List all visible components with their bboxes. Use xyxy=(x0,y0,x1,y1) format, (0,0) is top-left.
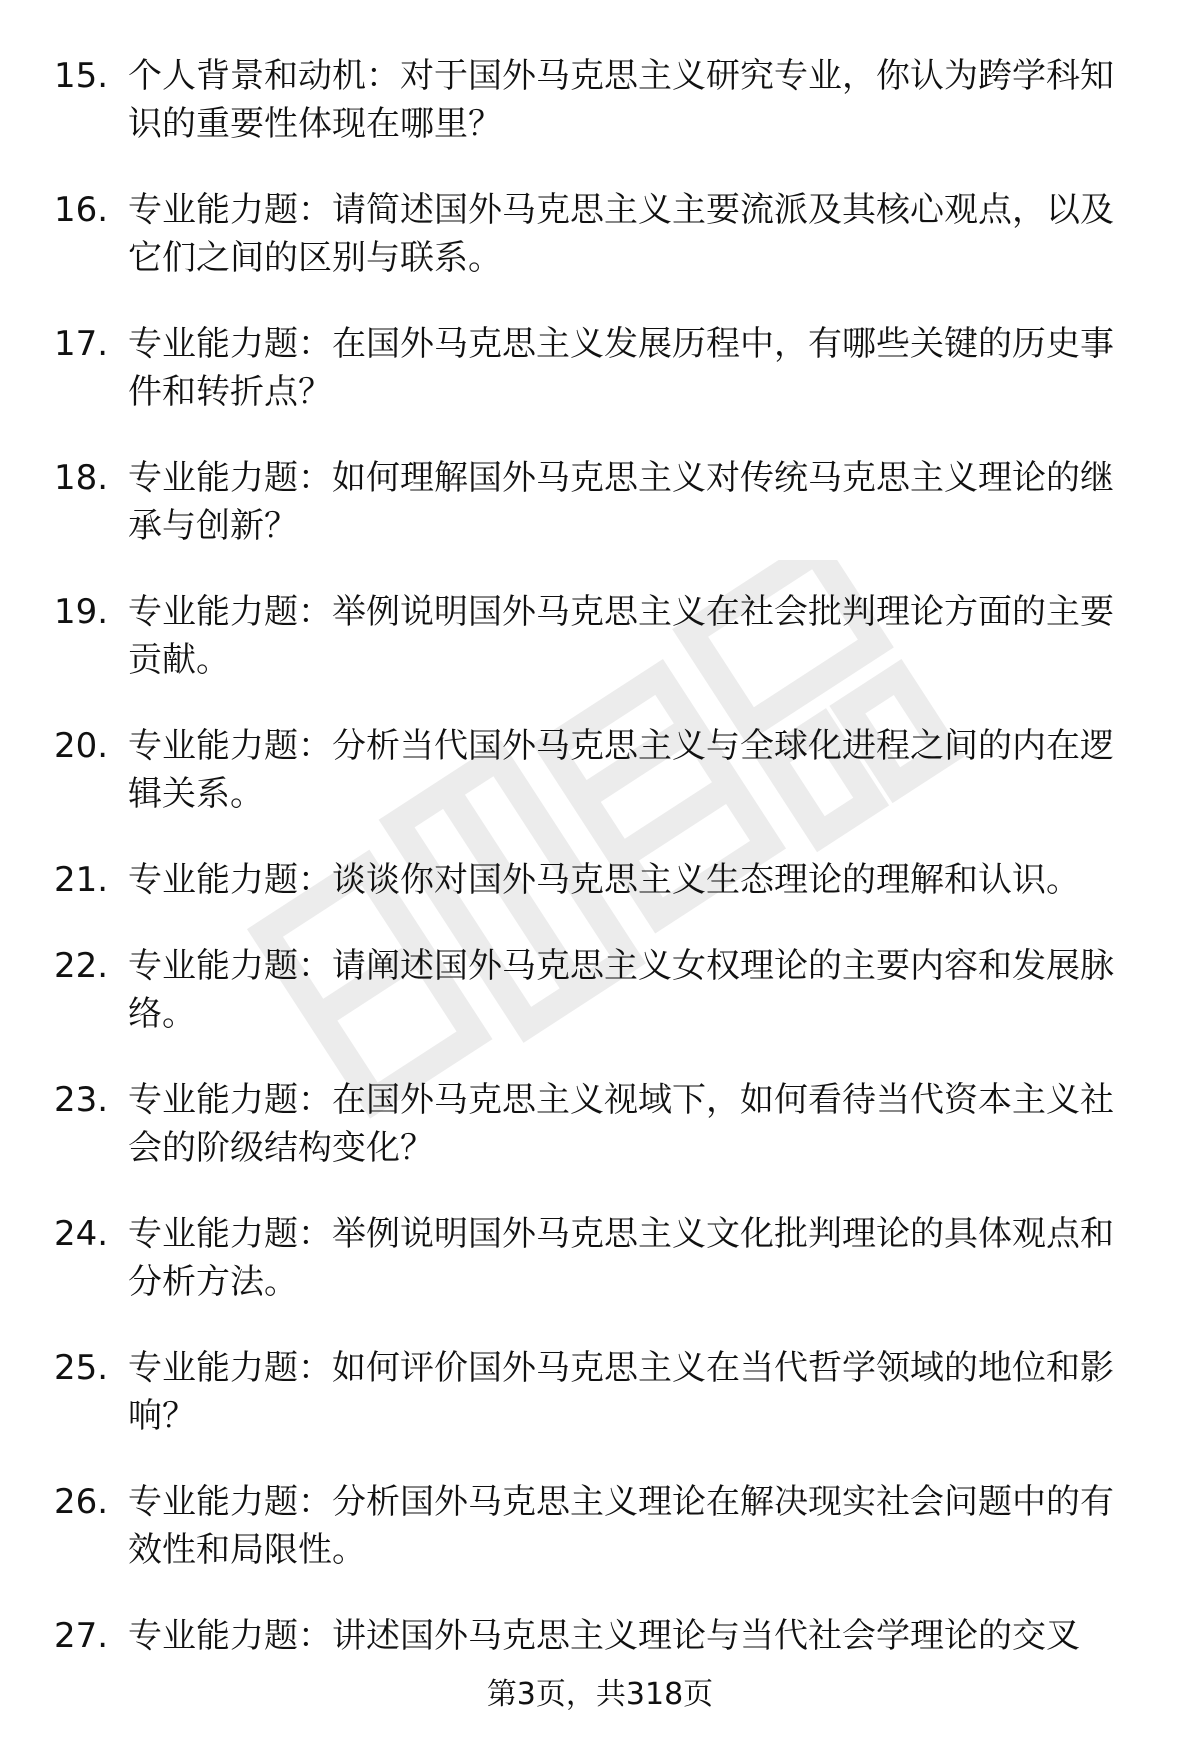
list-item xyxy=(0,1344,1200,1440)
question-number: 19. xyxy=(54,592,109,632)
question-number: 15. xyxy=(54,56,109,96)
question-text: 专业能力题：在国外马克思主义发展历程中，有哪些关键的历史事件和转折点？ xyxy=(128,324,1114,412)
list-item xyxy=(0,52,1200,148)
list-item xyxy=(0,186,1200,282)
question-number: 26. xyxy=(54,1482,109,1522)
list-item xyxy=(0,588,1200,684)
question-list xyxy=(0,52,1200,1698)
list-item xyxy=(0,1612,1200,1660)
question-text: 专业能力题：谈谈你对国外马克思主义生态理论的理解和认识。 xyxy=(128,860,1080,900)
list-item xyxy=(0,454,1200,550)
list-item xyxy=(0,722,1200,818)
list-item xyxy=(0,1076,1200,1172)
list-item xyxy=(0,1478,1200,1574)
question-number: 21. xyxy=(54,860,109,900)
question-text: 专业能力题：请简述国外马克思主义主要流派及其核心观点，以及它们之间的区别与联系。 xyxy=(128,190,1114,278)
question-number: 22. xyxy=(54,946,109,986)
question-number: 17. xyxy=(54,324,109,364)
page-footer: 第3页，共318页 xyxy=(486,1677,714,1712)
question-number: 24. xyxy=(54,1214,109,1254)
question-text: 专业能力题：如何理解国外马克思主义对传统马克思主义理论的继承与创新？ xyxy=(128,458,1114,546)
question-text: 专业能力题：讲述国外马克思主义理论与当代社会学理论的交叉 xyxy=(128,1616,1080,1656)
question-number: 27. xyxy=(54,1616,109,1656)
list-item xyxy=(0,320,1200,416)
question-text: 专业能力题：在国外马克思主义视域下，如何看待当代资本主义社会的阶级结构变化？ xyxy=(128,1080,1114,1168)
question-number: 25. xyxy=(54,1348,109,1388)
list-item xyxy=(0,1210,1200,1306)
question-text: 个人背景和动机：对于国外马克思主义研究专业，你认为跨学科知识的重要性体现在哪里？ xyxy=(128,56,1114,144)
question-text: 专业能力题：举例说明国外马克思主义在社会批判理论方面的主要贡献。 xyxy=(128,592,1114,680)
list-item xyxy=(0,942,1200,1038)
question-text: 专业能力题：举例说明国外马克思主义文化批判理论的具体观点和分析方法。 xyxy=(128,1214,1114,1302)
question-number: 18. xyxy=(54,458,109,498)
question-text: 专业能力题：分析国外马克思主义理论在解决现实社会问题中的有效性和局限性。 xyxy=(128,1482,1114,1570)
question-number: 20. xyxy=(54,726,109,766)
question-text: 专业能力题：如何评价国外马克思主义在当代哲学领域的地位和影响？ xyxy=(128,1348,1114,1436)
question-text: 专业能力题：分析当代国外马克思主义与全球化进程之间的内在逻辑关系。 xyxy=(128,726,1114,814)
question-number: 23. xyxy=(54,1080,109,1120)
list-item xyxy=(0,856,1200,904)
question-text: 专业能力题：请阐述国外马克思主义女权理论的主要内容和发展脉络。 xyxy=(128,946,1114,1034)
question-number: 16. xyxy=(54,190,109,230)
